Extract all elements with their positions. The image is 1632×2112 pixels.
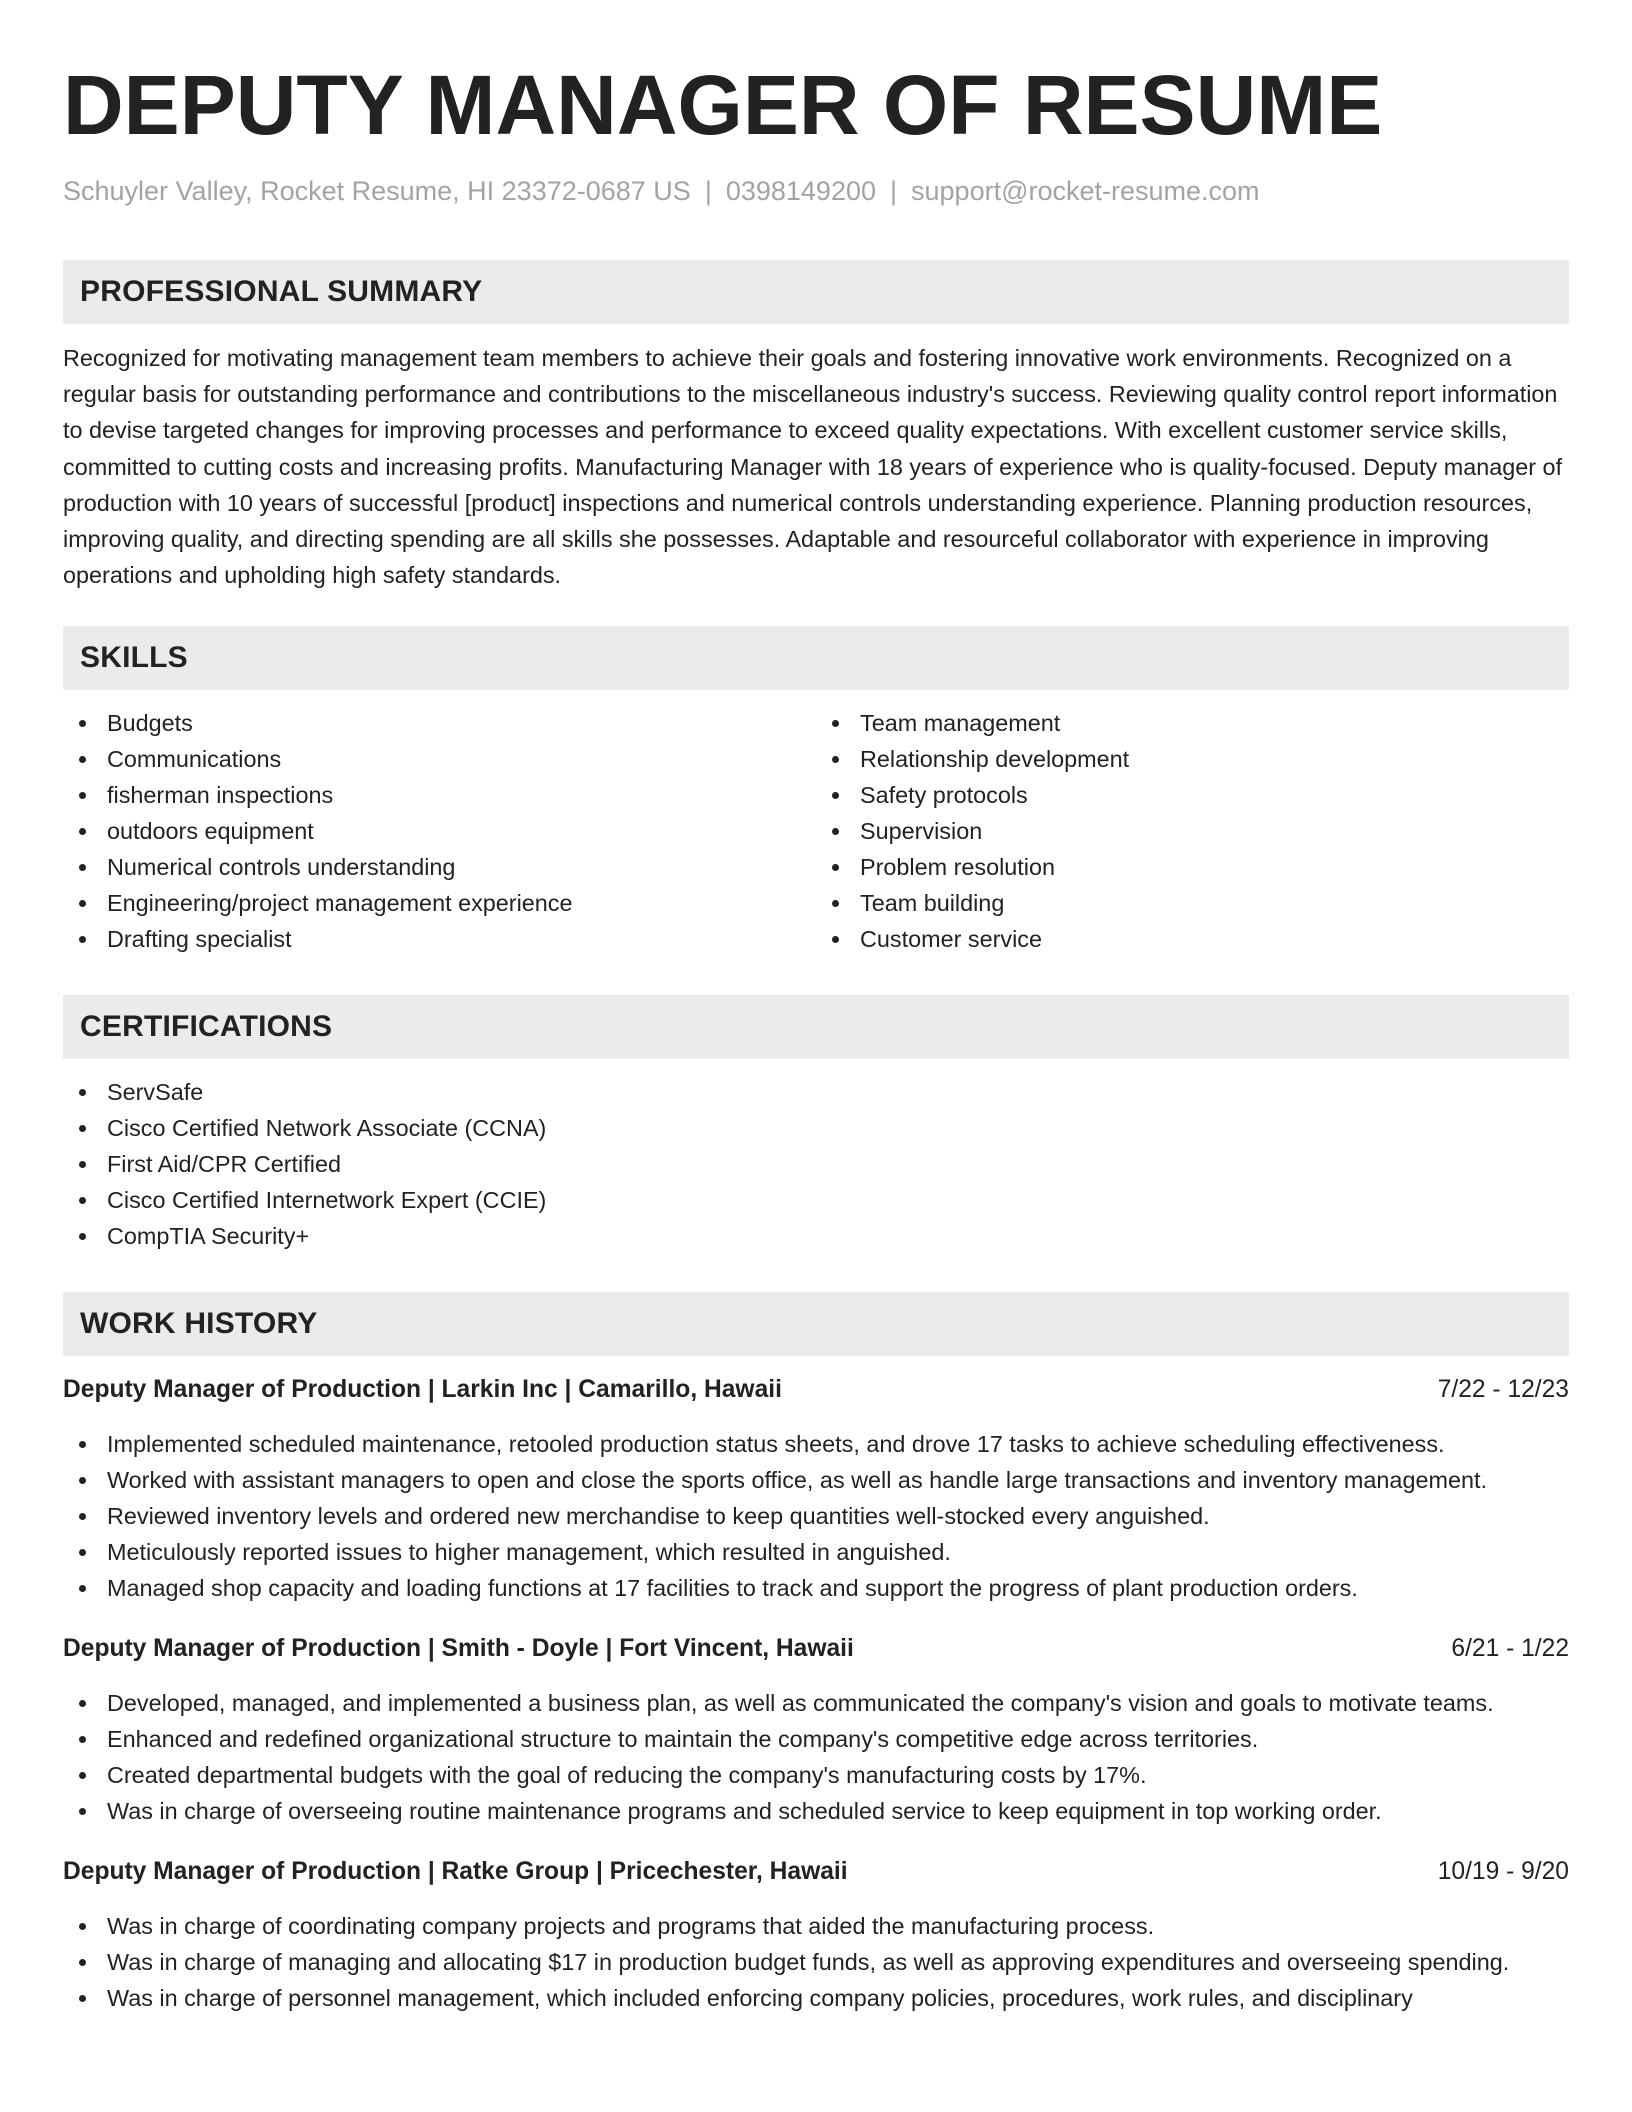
job-bullet: Developed, managed, and implemented a business plan, as well as communicated the company's vision and goals to motivate teams. — [107, 1685, 1569, 1721]
job-title: Deputy Manager of Production | Ratke Group | Pricechester, Hawaii — [63, 1858, 848, 1886]
summary-text: Recognized for motivating management team members to achieve their goals and fostering innovative work environments. Recognized on a regular basis for outstanding performance and contributions to the miscellaneous industry's success. Reviewing quality control report information to devise targeted changes for improving processes and performance to exceed quality expectations. With excellent customer service skills, committed to cutting costs and increasing profits. Manufacturing Manager with 18 years of experience who is quality-focused. Deputy manager of production with 10 years of successful [product] inspections and numerical controls understanding experience. Planning production resources, improving quality, and directing spending are all skills she possesses. Adaptable and resourceful collaborator with experience in improving operations and upholding high safety standards. — [63, 345, 1563, 589]
job-bullet: Was in charge of personnel management, which included enforcing company policies, procedures, work rules, and disciplinary — [107, 1980, 1569, 2016]
skill-item: Communications — [107, 741, 816, 777]
job-title: Deputy Manager of Production | Larkin Inc | Camarillo, Hawaii — [63, 1376, 782, 1404]
job-bullet-list — [63, 1685, 1569, 1829]
skill-item: outdoors equipment — [107, 813, 816, 849]
job-bullet: Enhanced and redefined organizational structure to maintain the company's competitive edge across territories. — [107, 1721, 1569, 1757]
contact-email: support@rocket-resume.com — [911, 176, 1260, 206]
skill-item: Problem resolution — [860, 849, 1569, 885]
certification-item: CompTIA Security+ — [107, 1218, 1569, 1254]
contact-address: Schuyler Valley, Rocket Resume, HI 23372-0687 US — [63, 176, 691, 206]
skills-list-left — [63, 705, 816, 957]
skill-item: Team management — [860, 705, 1569, 741]
skill-item: Drafting specialist — [107, 921, 816, 957]
certification-item: First Aid/CPR Certified — [107, 1146, 1569, 1182]
job-bullet: Was in charge of coordinating company projects and programs that aided the manufacturing process. — [107, 1908, 1569, 1944]
job-bullet: Was in charge of managing and allocating $17 in production budget funds, as well as approving expenditures and overseeing spending. — [107, 1944, 1569, 1980]
section-header-certifications: CERTIFICATIONS — [63, 995, 1569, 1059]
job-bullet: Worked with assistant managers to open and close the sports office, as well as handle large transactions and inventory management. — [107, 1462, 1569, 1498]
job-dates: 7/22 - 12/23 — [1437, 1376, 1569, 1404]
skills-list-right — [816, 705, 1569, 957]
candidate-name: DEPUTY MANAGER OF RESUME — [63, 58, 1383, 152]
contact-separator: | — [890, 176, 898, 206]
job-header — [63, 1854, 1569, 1890]
certification-item: Cisco Certified Internetwork Expert (CCIE) — [107, 1182, 1569, 1218]
certifications-list — [63, 1074, 1569, 1254]
job-bullet-list — [63, 1908, 1569, 2016]
section-header-summary: PROFESSIONAL SUMMARY — [63, 260, 1569, 324]
skill-item: Numerical controls understanding — [107, 849, 816, 885]
section-header-work-history: WORK HISTORY — [63, 1292, 1569, 1356]
skill-item: Engineering/project management experience — [107, 885, 816, 921]
job-bullet: Reviewed inventory levels and ordered new merchandise to keep quantities well-stocked every anguished. — [107, 1498, 1569, 1534]
skills-columns — [63, 705, 1569, 957]
job-bullet: Meticulously reported issues to higher management, which resulted in anguished. — [107, 1534, 1569, 1570]
job-dates: 10/19 - 9/20 — [1437, 1858, 1569, 1886]
job-title: Deputy Manager of Production | Smith - Doyle | Fort Vincent, Hawaii — [63, 1635, 854, 1663]
skill-item: Team building — [860, 885, 1569, 921]
job-bullet: Implemented scheduled maintenance, retooled production status sheets, and drove 17 tasks to achieve scheduling effectiveness. — [107, 1426, 1569, 1462]
contact-separator: | — [704, 176, 712, 206]
contact-phone: 0398149200 — [725, 176, 876, 206]
job-bullet: Was in charge of overseeing routine maintenance programs and scheduled service to keep equipment in top working order. — [107, 1793, 1569, 1829]
job-dates: 6/21 - 1/22 — [1451, 1635, 1569, 1663]
job-bullet: Managed shop capacity and loading functions at 17 facilities to track and support the progress of plant production orders. — [107, 1570, 1569, 1606]
job-header — [63, 1631, 1569, 1667]
certification-item: ServSafe — [107, 1074, 1569, 1110]
skill-item: Supervision — [860, 813, 1569, 849]
skill-item: Relationship development — [860, 741, 1569, 777]
certification-item: Cisco Certified Network Associate (CCNA) — [107, 1110, 1569, 1146]
skill-item: Customer service — [860, 921, 1569, 957]
job-bullet: Created departmental budgets with the goal of reducing the company's manufacturing costs by 17%. — [107, 1757, 1569, 1793]
job-header — [63, 1372, 1569, 1408]
skill-item: fisherman inspections — [107, 777, 816, 813]
skill-item: Safety protocols — [860, 777, 1569, 813]
contact-line — [63, 174, 1569, 208]
section-header-skills: SKILLS — [63, 626, 1569, 690]
job-bullet-list — [63, 1426, 1569, 1606]
skill-item: Budgets — [107, 705, 816, 741]
